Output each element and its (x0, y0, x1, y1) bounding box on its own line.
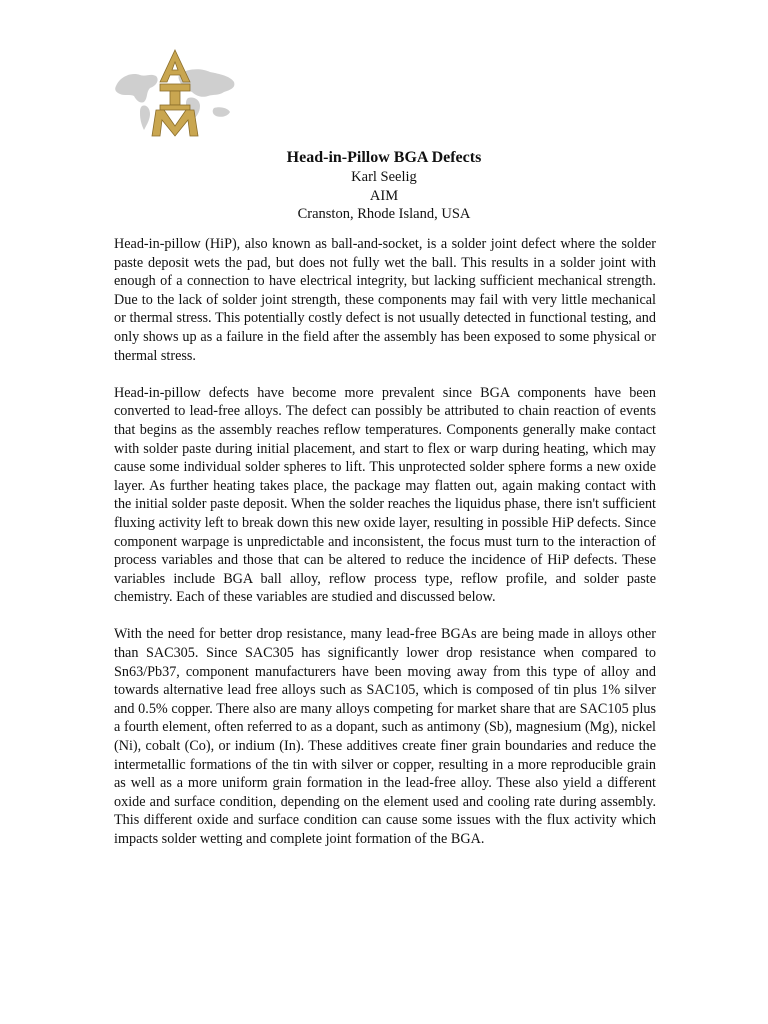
document-body (114, 235, 656, 867)
paragraph-alloys: With the need for better drop resistance, many lead-free BGAs are being made in alloys other than SAC305. Since SAC305 has significantly lower drop resistance when compared to Sn63/Pb37, component manufacturers have been moving away from this type of alloy and towards alternative lead free alloys such as SAC105, which is composed of tin plus 1% silver and 0.5% copper. There also are many alloys competing for market share that are SAC105 plus a fourth element, often referred to as a dopant, such as antimony (Sb), magnesium (Mg), nickel (Ni), cobalt (Co), or indium (In). These additives create finer grain boundaries and reduce the intermetallic formations of the tin with silver or copper, resulting in a more reproducible grain as well as a more uniform grain formation in the lead-free alloy. These also yield a different oxide and surface condition, depending on the element used and cooling rate during assembly. This different oxide and surface condition can cause some issues with the flux activity which impacts solder wetting and complete joint formation of the BGA. (114, 626, 656, 847)
organization-name: AIM (369, 187, 399, 204)
document-title: Head-in-Pillow BGA Defects (286, 149, 482, 166)
paragraph-prevalence: Head-in-pillow defects have become more prevalent since BGA components have been converted to lead-free alloys. The defect can possibly be attributed to chain reaction of events that begins as the assembly reaches reflow temperatures. Components generally make contact with solder paste during initial placement, and start to flex or warp during heating, which may cause some individual solder spheres to lift. This unprotected solder sphere forms a new oxide layer. As further heating takes place, the package may flatten out, again making contact with the initial solder paste deposit. When the solder reaches the liquidus phase, there isn't sufficient fluxing activity left to break down this new oxide layer, resulting in possible HiP defects. Since component warpage is unpredictable and inconsistent, the focus must turn to the interaction of process variables and those that can be altered to reduce the incidence of HiP defects. These variables include BGA ball alloy, reflow process type, reflow profile, and solder paste chemistry. Each of these variables are studied and discussed below. (114, 384, 656, 606)
paragraph-intro: Head-in-pillow (HiP), also known as ball-and-socket, is a solder joint defect where the solder paste deposit wets the pad, but does not fully wet the ball. This results in a solder joint with enough of a connection to have electrical integrity, but lacking sufficient mechanical strength. Due to the lack of solder joint strength, these components may fail with very little mechanical or thermal stress. This potentially costly defect is not usually detected in functional testing, and only shows up as a failure in the field after the assembly has been exposed to some physical or thermal stress. (114, 236, 656, 364)
document-header (0, 148, 768, 224)
author-name: Karl Seelig (351, 169, 417, 185)
author-location: Cranston, Rhode Island, USA (297, 206, 471, 223)
aim-logo (110, 46, 240, 138)
aim-logo-icon (110, 46, 240, 138)
